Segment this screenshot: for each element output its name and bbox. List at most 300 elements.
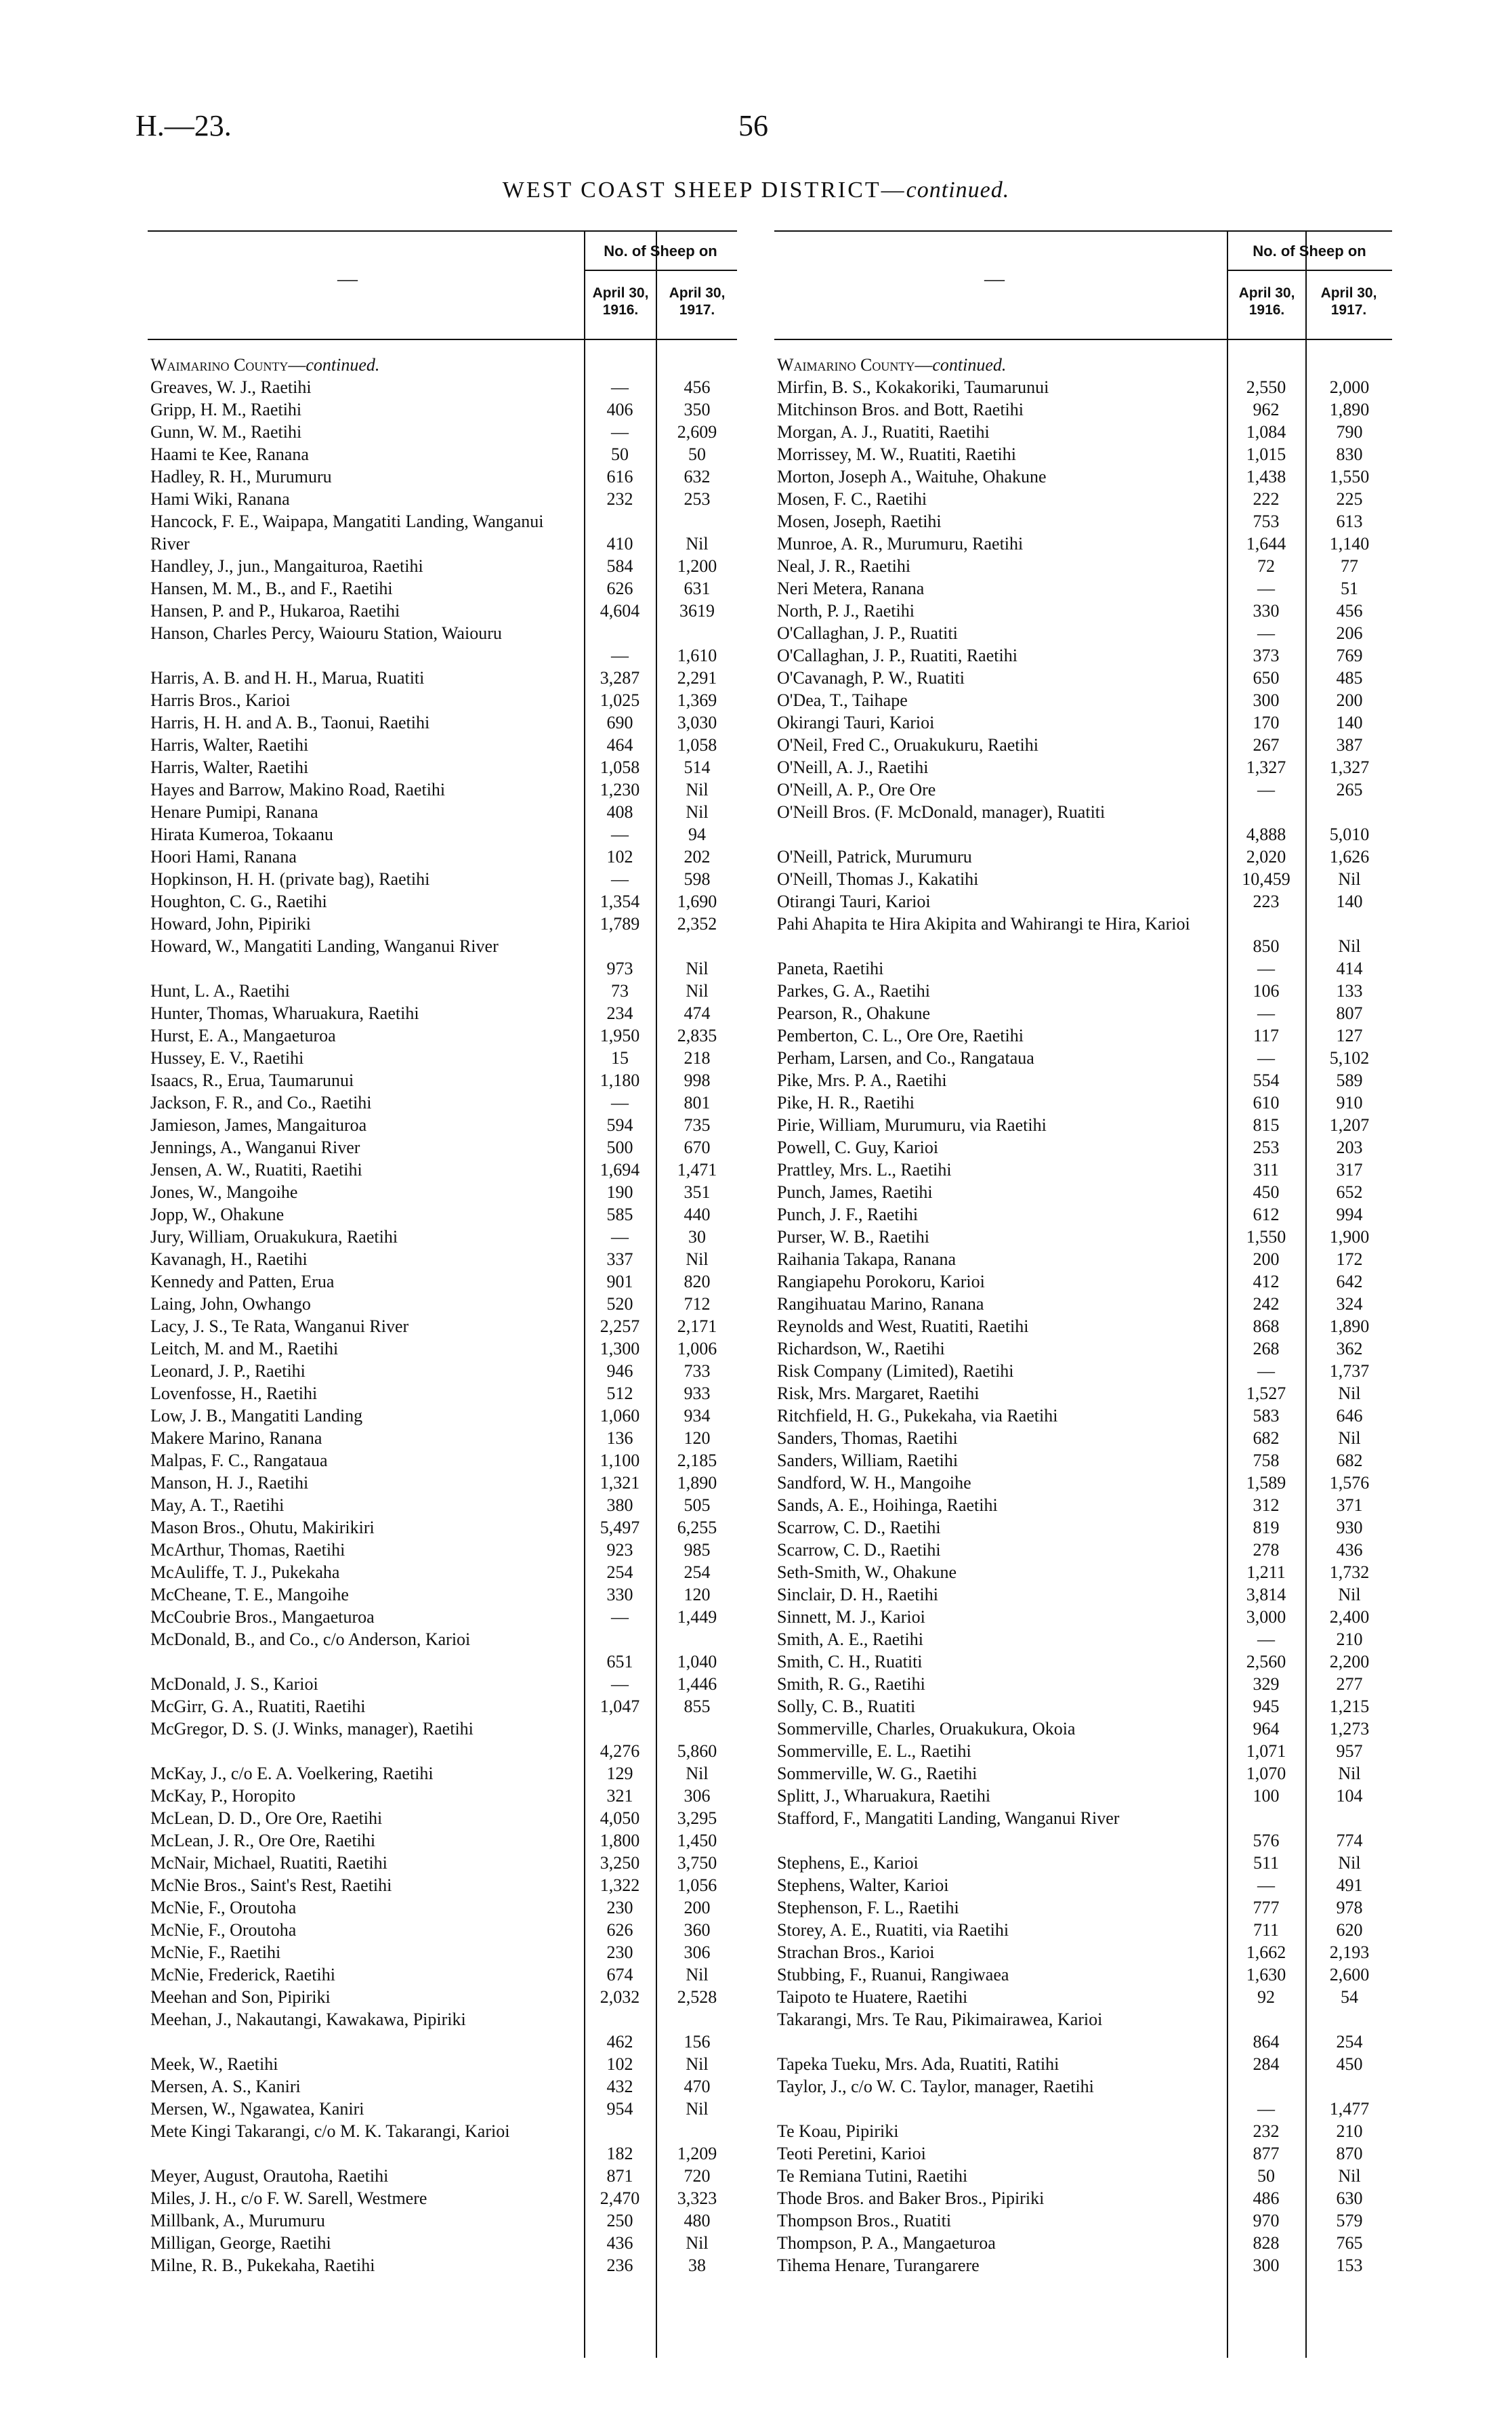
table-row — [774, 1405, 1392, 1427]
sheep-1916: 450 — [1253, 1182, 1280, 1202]
sheep-1917: 306 — [684, 1942, 711, 1962]
table-row — [774, 533, 1392, 555]
sheep-1916: 72 — [1257, 556, 1275, 576]
sheep-1917: 652 — [1336, 1182, 1363, 1202]
sheep-1917: 436 — [1336, 1540, 1363, 1560]
sheep-1916: 464 — [606, 735, 633, 755]
owner-name: Mersen, A. S., Kaniri — [150, 2077, 301, 2096]
sheep-1916: 329 — [1253, 1674, 1280, 1694]
owner-name: Laing, John, Owhango — [150, 1294, 311, 1314]
table-row — [774, 1449, 1392, 1472]
sheep-1916: 828 — [1253, 2233, 1280, 2253]
owner-name: Handley, J., jun., Mangaituroa, Raetihi — [150, 556, 423, 576]
sheep-1916: 232 — [1253, 2121, 1280, 2141]
sheep-1916: 3,287 — [600, 668, 640, 688]
table-row — [148, 600, 737, 622]
sheep-1916: 2,257 — [600, 1316, 640, 1336]
table-row — [774, 1606, 1392, 1628]
owner-name: O'Callaghan, J. P., Ruatiti — [777, 623, 958, 643]
table-row — [148, 1360, 737, 1382]
table-row — [148, 1024, 737, 1047]
sheep-1916: 2,550 — [1246, 377, 1286, 397]
sheep-1917: 277 — [1336, 1674, 1363, 1694]
table-row — [148, 778, 737, 801]
sheep-1916: 626 — [606, 1920, 633, 1940]
owner-name: Thode Bros. and Baker Bros., Pipiriki — [777, 2188, 1045, 2208]
sheep-1916: 4,050 — [600, 1808, 640, 1828]
owner-name: Rangiapehu Porokoru, Karioi — [777, 1272, 985, 1291]
sheep-1916: 815 — [1253, 1115, 1280, 1135]
table-row — [148, 868, 737, 890]
sheep-1917: 1,471 — [677, 1160, 717, 1180]
table-row — [148, 1695, 737, 1718]
owner-name: McNie, F., Oroutoha — [150, 1920, 297, 1940]
sheep-1917: 225 — [1336, 489, 1363, 509]
sheep-1917: 1,140 — [1329, 534, 1370, 554]
sheep-1917: 1,040 — [677, 1652, 717, 1671]
sheep-1916: 1,327 — [1246, 757, 1286, 777]
table-row — [774, 778, 1392, 801]
sheep-1916: — — [611, 1227, 629, 1247]
sheep-1917: 38 — [688, 2255, 706, 2275]
owner-name: Smith, A. E., Raetihi — [777, 1629, 923, 1649]
owner-name: Perham, Larsen, and Co., Rangataua — [777, 1048, 1034, 1068]
owner-name: Richardson, W., Raetihi — [777, 1339, 945, 1358]
sheep-1916: 337 — [606, 1249, 633, 1269]
owner-name: Sinnett, M. J., Karioi — [777, 1607, 925, 1627]
owner-name: Te Koau, Pipiriki — [777, 2121, 899, 2141]
sheep-1917: 2,200 — [1329, 1652, 1370, 1671]
sheep-1916: 554 — [1253, 1070, 1280, 1090]
owner-name: Reynolds and West, Ruatiti, Raetihi — [777, 1316, 1029, 1336]
owner-name: Jennings, A., Wanganui River — [150, 1138, 360, 1157]
sheep-1917: 985 — [684, 1540, 711, 1560]
owner-name: Takarangi, Mrs. Te Rau, Pikimairawea, Karioi — [777, 2010, 1103, 2029]
owner-name: Meek, W., Raetihi — [150, 2054, 278, 2074]
sheep-1917: 474 — [684, 1003, 711, 1023]
owner-name: Harris, A. B. and H. H., Marua, Ruatiti — [150, 668, 425, 688]
sheep-1916: 1,550 — [1246, 1227, 1286, 1247]
owner-name: McNair, Michael, Ruatiti, Raetihi — [150, 1853, 387, 1873]
owner-name: Jones, W., Mangoihe — [150, 1182, 298, 1202]
table-row — [148, 935, 737, 980]
sheep-1916: 1,662 — [1246, 1942, 1286, 1962]
table-row — [148, 1427, 737, 1449]
table-row — [774, 1002, 1392, 1024]
table-row — [148, 577, 737, 600]
sheep-1916: 871 — [606, 2166, 633, 2186]
sheep-1916: 711 — [1253, 1920, 1280, 1940]
sheep-1917: 6,255 — [677, 1518, 717, 1537]
sheep-1917: 456 — [684, 377, 711, 397]
owner-name: Jopp, W., Ohakune — [150, 1205, 285, 1224]
sheep-1917: Nil — [686, 2054, 709, 2074]
sheep-1917: 210 — [1336, 1629, 1363, 1649]
county-heading — [148, 354, 737, 376]
sheep-1916: 512 — [606, 1384, 633, 1403]
owner-name: Powell, C. Guy, Karioi — [777, 1138, 939, 1157]
sheep-1916: — — [1257, 579, 1275, 598]
sheep-1916: 1,527 — [1246, 1384, 1286, 1403]
sheep-1917: 855 — [684, 1697, 711, 1716]
sheep-1917: 3619 — [679, 601, 715, 621]
owner-name: Henare Pumipi, Ranana — [150, 802, 318, 822]
sheep-1917: 3,750 — [677, 1853, 717, 1873]
table-row — [774, 1986, 1392, 2008]
sheep-1917: 1,446 — [677, 1674, 717, 1694]
owner-name: O'Neill Bros. (F. McDonald, manager), Ruatiti — [777, 802, 1106, 822]
table-row — [774, 1650, 1392, 1673]
table-row — [148, 1762, 737, 1785]
sheep-1917: 5,860 — [677, 1741, 717, 1761]
table-row — [774, 2075, 1392, 2120]
sheep-1917: 1,477 — [1329, 2099, 1370, 2119]
owner-name: Sanders, William, Raetihi — [777, 1451, 959, 1470]
sheep-1916: 954 — [606, 2099, 633, 2119]
sheep-1917: 820 — [684, 1272, 711, 1291]
table-row — [774, 1024, 1392, 1047]
owner-name: Leitch, M. and M., Raetihi — [150, 1339, 339, 1358]
owner-name: McGregor, D. S. (J. Winks, manager), Raetihi — [150, 1719, 474, 1739]
sheep-1916: 1,060 — [600, 1406, 640, 1426]
owner-name: Makere Marino, Ranana — [150, 1428, 322, 1448]
sheep-1917: 1,732 — [1329, 1562, 1370, 1582]
sheep-1916: 300 — [1253, 690, 1280, 710]
sheep-1917: 440 — [684, 1205, 711, 1224]
sheep-1917: 994 — [1336, 1205, 1363, 1224]
owner-name: Mason Bros., Ohutu, Makirikiri — [150, 1518, 375, 1537]
sheep-1916: — — [1257, 1361, 1275, 1381]
owner-name: Hoori Hami, Ranana — [150, 847, 297, 867]
sheep-1916: 4,276 — [600, 1741, 640, 1761]
table-row — [148, 689, 737, 711]
sheep-1916: 864 — [1253, 2032, 1280, 2052]
sheep-1917: 218 — [684, 1048, 711, 1068]
table-row — [774, 2209, 1392, 2232]
sheep-1917: 514 — [684, 757, 711, 777]
table-row — [774, 1203, 1392, 1226]
owner-name: Scarrow, C. D., Raetihi — [777, 1540, 941, 1560]
owner-name: McAuliffe, T. J., Pukekaha — [150, 1562, 340, 1582]
sheep-1917: 140 — [1336, 713, 1363, 732]
owner-name: Stubbing, F., Ruanui, Rangiwaea — [777, 1965, 1009, 1984]
sheep-1916: 73 — [611, 981, 629, 1001]
owner-name: Hansen, M. M., B., and F., Raetihi — [150, 579, 393, 598]
owner-name: McLean, D. D., Ore Ore, Raetihi — [150, 1808, 383, 1828]
owner-name: Mosen, Joseph, Raetihi — [777, 512, 942, 531]
owner-name: Jackson, F. R., and Co., Raetihi — [150, 1093, 372, 1112]
title-main: WEST COAST SHEEP DISTRICT— — [502, 178, 906, 203]
sheep-1916: 267 — [1253, 735, 1280, 755]
sheep-1916: 2,020 — [1246, 847, 1286, 867]
sheep-1916: 242 — [1253, 1294, 1280, 1314]
sheep-1917: 203 — [1336, 1138, 1363, 1157]
sheep-1916: 1,058 — [600, 757, 640, 777]
owner-name: Millbank, A., Murumuru — [150, 2211, 325, 2230]
table-row — [148, 622, 737, 667]
sheep-1916: 585 — [606, 1205, 633, 1224]
owner-name: Smith, R. G., Raetihi — [777, 1674, 925, 1694]
owner-name: Harris, H. H. and A. B., Taonui, Raetihi — [150, 713, 430, 732]
owner-name: Lacy, J. S., Te Rata, Wanganui River — [150, 1316, 409, 1336]
owner-name: Neal, J. R., Raetihi — [777, 556, 911, 576]
sheep-1917: 2,609 — [677, 422, 717, 442]
owner-name: Harris, Walter, Raetihi — [150, 735, 309, 755]
sheep-1916: 129 — [606, 1764, 633, 1783]
owner-name: Splitt, J., Wharuakura, Raetihi — [777, 1786, 991, 1806]
table-row — [148, 1785, 737, 1807]
sheep-1916: 136 — [606, 1428, 633, 1448]
sheep-1917: 801 — [684, 1093, 711, 1112]
sheep-1916: 1,950 — [600, 1026, 640, 1045]
owner-name: Mosen, F. C., Raetihi — [777, 489, 927, 509]
owner-name: Tapeka Tueku, Mrs. Ada, Ruatiti, Ratihi — [777, 2054, 1059, 2074]
owner-name: Sandford, W. H., Mangoihe — [777, 1473, 971, 1493]
sheep-1916: — — [611, 825, 629, 844]
owner-name: Scarrow, C. D., Raetihi — [777, 1518, 941, 1537]
table-row — [148, 823, 737, 846]
sheep-1917: Nil — [686, 959, 709, 978]
sheep-1917: 265 — [1336, 780, 1363, 799]
sheep-1917: 350 — [684, 400, 711, 419]
county-name: Waimarino County— — [777, 355, 933, 375]
sheep-1917: 253 — [684, 489, 711, 509]
table-row — [148, 376, 737, 398]
sheep-1916: — — [611, 422, 629, 442]
sheep-1916: 584 — [606, 556, 633, 576]
table-row — [148, 1494, 737, 1516]
sheep-1916: 311 — [1253, 1160, 1280, 1180]
sheep-1917: 2,600 — [1329, 1965, 1370, 1984]
sheep-1916: 690 — [606, 713, 633, 732]
owner-name: Sands, A. E., Hoihinga, Raetihi — [777, 1495, 998, 1515]
sheep-1917: 1,737 — [1329, 1361, 1370, 1381]
sheep-1916: 777 — [1253, 1898, 1280, 1917]
sheep-1916: 1,084 — [1246, 422, 1286, 442]
owner-name: Punch, J. F., Raetihi — [777, 1205, 919, 1224]
table-row — [148, 1203, 737, 1226]
sheep-1917: 1,209 — [677, 2144, 717, 2163]
table-row — [774, 801, 1392, 846]
owner-name: Purser, W. B., Raetihi — [777, 1227, 930, 1247]
sheep-1917: 470 — [684, 2077, 711, 2096]
table-row — [148, 1293, 737, 1315]
sheep-1917: 2,291 — [677, 668, 717, 688]
sheep-1917: 491 — [1336, 1875, 1363, 1895]
sheep-1917: 485 — [1336, 668, 1363, 688]
table-row — [774, 2187, 1392, 2209]
owner-name: McLean, J. R., Ore Ore, Raetihi — [150, 1831, 376, 1850]
table-row — [148, 734, 737, 756]
sheep-1916: 973 — [606, 959, 633, 978]
sheep-1917: Nil — [686, 2099, 709, 2119]
sheep-1916: 408 — [606, 802, 633, 822]
table-row — [774, 689, 1392, 711]
owner-name: Hopkinson, H. H. (private bag), Raetihi — [150, 869, 430, 889]
sheep-1917: 324 — [1336, 1294, 1363, 1314]
county-name: Waimarino County— — [150, 355, 306, 375]
sheep-1917: 360 — [684, 1920, 711, 1940]
owner-name: Morgan, A. J., Ruatiti, Raetihi — [777, 422, 990, 442]
col-1916-header: April 30, 1916. — [1238, 285, 1295, 318]
sheep-1916: 1,789 — [600, 914, 640, 934]
owner-name: Milligan, George, Raetihi — [150, 2233, 331, 2253]
owner-name: Hami Wiki, Ranana — [150, 489, 290, 509]
table-row — [148, 1941, 737, 1963]
table-row — [148, 1986, 737, 2008]
sheep-1917: 2,185 — [677, 1451, 717, 1470]
table-row — [774, 555, 1392, 577]
table-row — [148, 1405, 737, 1427]
sheep-1917: 598 — [684, 869, 711, 889]
sheep-1916: 2,032 — [600, 1987, 640, 2007]
sheep-1916: 2,560 — [1246, 1652, 1286, 1671]
left-rows — [148, 354, 737, 2276]
table-row — [774, 398, 1392, 421]
owner-name: O'Neill, A. P., Ore Ore — [777, 780, 936, 799]
sheep-1916: 222 — [1253, 489, 1280, 509]
sheep-1917: 998 — [684, 1070, 711, 1090]
sheep-1916: 254 — [606, 1562, 633, 1582]
name-column-header: — — [337, 268, 358, 290]
owner-name: O'Neill, Patrick, Murumuru — [777, 847, 972, 867]
owner-name: McKay, P., Horopito — [150, 1786, 296, 1806]
table-row — [148, 711, 737, 734]
sheep-1916: 850 — [1253, 936, 1280, 956]
table-row — [148, 1472, 737, 1494]
sheep-1917: 631 — [684, 579, 711, 598]
sheep-1917: Nil — [686, 802, 709, 822]
table-row — [148, 1315, 737, 1337]
sheep-1917: 480 — [684, 2211, 711, 2230]
table-row — [774, 1136, 1392, 1159]
table-row — [148, 2120, 737, 2165]
owner-name: Greaves, W. J., Raetihi — [150, 377, 312, 397]
sheep-1916: 100 — [1253, 1786, 1280, 1806]
col-1916-header: April 30, 1916. — [592, 285, 649, 318]
owner-name: Storey, A. E., Ruatiti, via Raetihi — [777, 1920, 1009, 1940]
table-row — [774, 488, 1392, 510]
table-row — [774, 421, 1392, 443]
table-row — [148, 465, 737, 488]
owner-name: Taylor, J., c/o W. C. Taylor, manager, Raetihi — [777, 2077, 1094, 2096]
owner-name: Leonard, J. P., Raetihi — [150, 1361, 306, 1381]
owner-name: Okirangi Tauri, Karioi — [777, 713, 935, 732]
table-row — [774, 1740, 1392, 1762]
sheep-1917: 720 — [684, 2166, 711, 2186]
sheep-1917: 3,295 — [677, 1808, 717, 1828]
sheep-1916: 50 — [1257, 2166, 1275, 2186]
owner-name: Howard, John, Pipiriki — [150, 914, 311, 934]
table-row — [148, 2075, 737, 2098]
sheep-1916: 230 — [606, 1942, 633, 1962]
sheep-1916: 406 — [606, 400, 633, 419]
sheep-1917: 156 — [684, 2032, 711, 2052]
sheep-1917: 642 — [1336, 1272, 1363, 1291]
sheep-1916: 610 — [1253, 1093, 1280, 1112]
table-row — [774, 2008, 1392, 2053]
sheep-1916: 284 — [1253, 2054, 1280, 2074]
owner-name: Risk Company (Limited), Raetihi — [777, 1361, 1014, 1381]
sheep-1917: 579 — [1336, 2211, 1363, 2230]
table-row — [148, 1829, 737, 1852]
sheep-1917: 1,890 — [1329, 400, 1370, 419]
table-row — [148, 1181, 737, 1203]
owner-name: McDonald, J. S., Karioi — [150, 1674, 318, 1694]
owner-name: Hunt, L. A., Raetihi — [150, 981, 290, 1001]
owner-name: O'Callaghan, J. P., Ruatiti, Raetihi — [777, 646, 1017, 665]
sheep-1917: 351 — [684, 1182, 711, 1202]
owner-name: Munroe, A. R., Murumuru, Raetihi — [777, 534, 1024, 554]
sheep-1917: Nil — [1338, 1764, 1361, 1783]
sheep-1917: 1,900 — [1329, 1227, 1370, 1247]
table-row — [148, 2008, 737, 2053]
sheep-1917: 790 — [1336, 422, 1363, 442]
table-row — [148, 1047, 737, 1069]
sheep-1917: 50 — [688, 444, 706, 464]
table-row — [774, 622, 1392, 644]
sheep-1917: 5,102 — [1329, 1048, 1370, 1068]
table-row — [148, 846, 737, 868]
table-row — [774, 711, 1392, 734]
table-row — [148, 1628, 737, 1673]
sheep-1917: 140 — [1336, 892, 1363, 911]
sheep-1917: 200 — [684, 1898, 711, 1917]
table-row — [148, 1673, 737, 1695]
sheep-1916: 970 — [1253, 2211, 1280, 2230]
table-row — [148, 2254, 737, 2276]
sheep-1917: 613 — [1336, 512, 1363, 531]
sheep-1916: 462 — [606, 2032, 633, 2052]
table-row — [774, 2232, 1392, 2254]
sheep-1917: 505 — [684, 1495, 711, 1515]
sheep-1916: 500 — [606, 1138, 633, 1157]
owner-name: Gripp, H. M., Raetihi — [150, 400, 302, 419]
sheep-1916: 170 — [1253, 713, 1280, 732]
sheep-1917: Nil — [1338, 1428, 1361, 1448]
sheep-1917: 1,369 — [677, 690, 717, 710]
sheep-1917: 1,576 — [1329, 1473, 1370, 1493]
sheep-1916: — — [1257, 1629, 1275, 1649]
table-row — [148, 421, 737, 443]
sheep-1917: 630 — [1336, 2188, 1363, 2208]
table-row — [148, 801, 737, 823]
table-row — [774, 2053, 1392, 2075]
sheep-1916: 1,211 — [1246, 1562, 1286, 1582]
table-row — [774, 1181, 1392, 1203]
sheep-1916: 583 — [1253, 1406, 1280, 1426]
sheep-1916: 410 — [606, 534, 633, 554]
sheep-1916: 877 — [1253, 2144, 1280, 2163]
owner-name: Otirangi Tauri, Karioi — [777, 892, 931, 911]
sheep-1916: 868 — [1253, 1316, 1280, 1336]
owner-name: Meehan, J., Nakautangi, Kawakawa, Pipiriki — [150, 2010, 466, 2029]
sheep-1916: 250 — [606, 2211, 633, 2230]
owner-name: Sommerville, Charles, Oruakukura, Okoia — [777, 1719, 1076, 1739]
table-row — [774, 2165, 1392, 2187]
sheep-1916: 3,000 — [1246, 1607, 1286, 1627]
owner-name: Morrissey, M. W., Ruatiti, Raetihi — [777, 444, 1016, 464]
table-row — [148, 1136, 737, 1159]
table-row — [774, 376, 1392, 398]
sheep-1917: Nil — [686, 1764, 709, 1783]
sheep-1917: 646 — [1336, 1406, 1363, 1426]
sheep-1916: 117 — [1253, 1026, 1280, 1045]
sheep-1917: 769 — [1336, 646, 1363, 665]
sheep-1916: 753 — [1253, 512, 1280, 531]
owner-name: Stafford, F., Mangatiti Landing, Wanganui River — [777, 1808, 1120, 1828]
sheep-1917: 120 — [684, 1585, 711, 1604]
